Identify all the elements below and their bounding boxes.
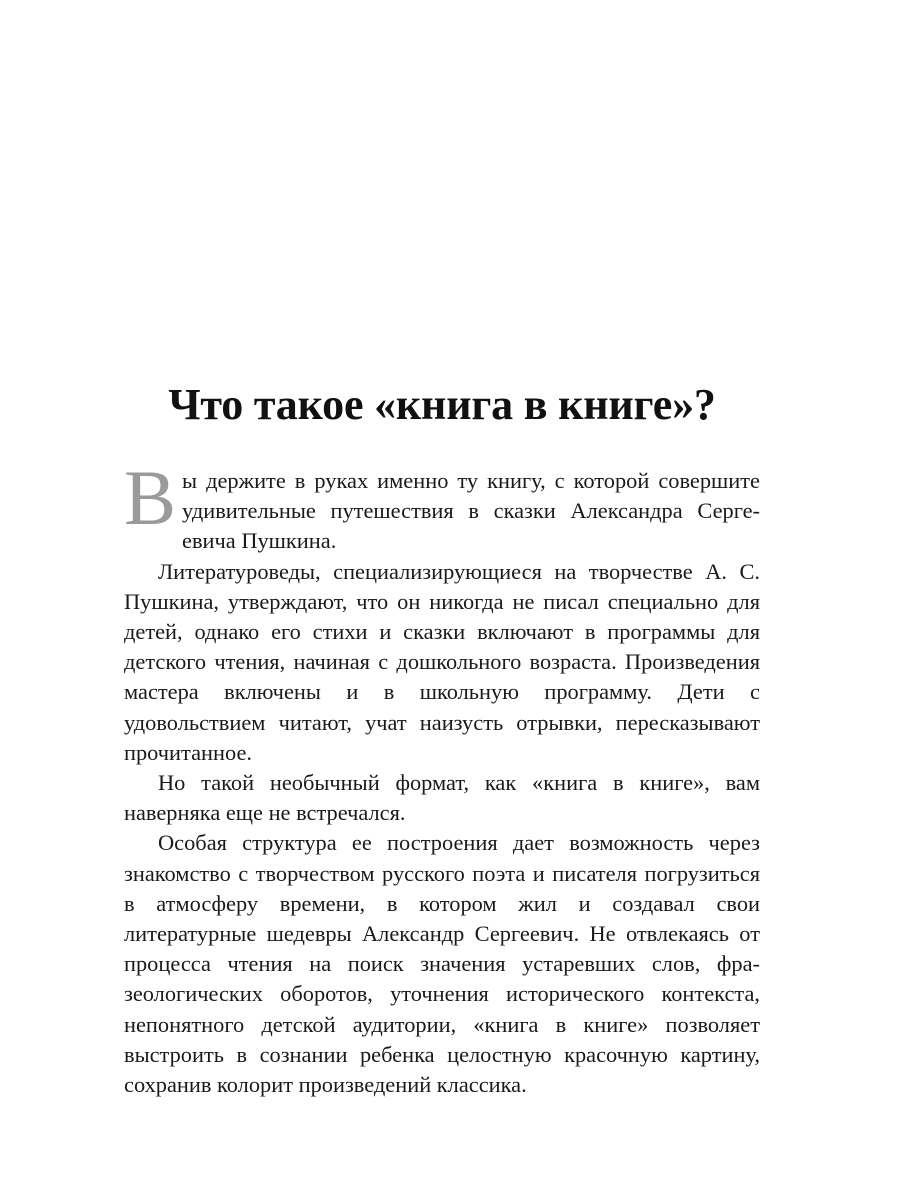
paragraph-1 xyxy=(124,454,760,557)
drop-cap: В xyxy=(124,454,177,541)
paragraph-3: Но такой необычный формат, как «книга в книге», вам наверняка еще не встречался. xyxy=(124,770,760,826)
body-text xyxy=(124,454,760,1100)
page-title: Что такое «книга в книге»? xyxy=(168,380,716,429)
paragraph-2: Литературоведы, специализирующиеся на творчестве А. С. Пушкина, утверждают, что он никогда не писал специально для детей, однако его стихи и сказки включают в программы для детского чтения, начиная с дошкольного возраста. Произведения мастера включены и в школьную программу. Дети с удовольствием читают, учат наизусть отрывки, пересказывают прочитанное. xyxy=(124,558,760,765)
paragraph-1-text: ы держите в руках именно ту книгу, с которой совершите удивительные путешествия в сказки Александра Сергеевича Пушкина. xyxy=(182,468,760,554)
page-content xyxy=(124,378,760,1100)
paragraph-4: Особая структура ее построения дает возможность через знакомство с творчеством русского поэта и писателя погрузиться в атмосферу времени, в котором жил и создавал свои литературные шедевры Александр Сергеевич. Не отвлекаясь от процесса чтения на поиск значения устаревших слов, фразеологических оборотов, уточнения исторического контекста, непонятного детской аудитории, «книга в книге» позволяет выстроить в сознании ребенка целостную красочную картину, сохранив колорит произведений классика. xyxy=(124,830,760,1098)
